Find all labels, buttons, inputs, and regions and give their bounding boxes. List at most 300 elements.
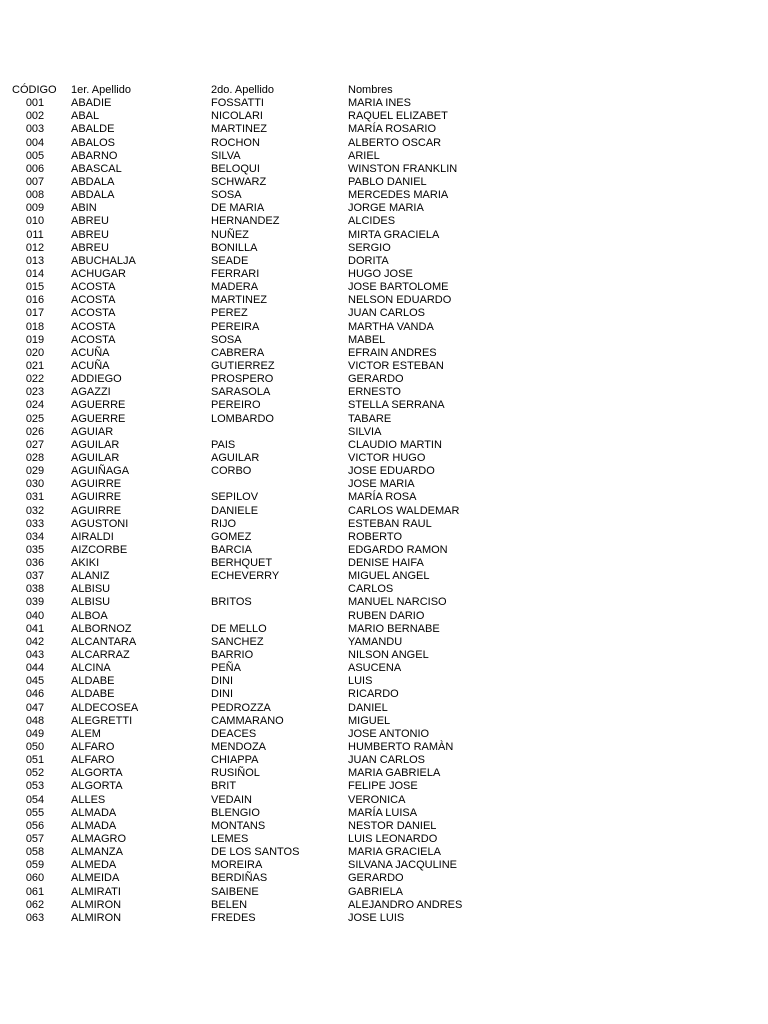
cell-apellido1: ALCINA <box>71 662 111 675</box>
cell-apellido2: ROCHON <box>211 136 260 149</box>
table-row <box>0 465 768 478</box>
cell-code: 002 <box>25 110 45 123</box>
table-row <box>0 702 768 715</box>
cell-nombres: JOSE MARIA <box>348 478 415 491</box>
cell-apellido1: ABUCHALJA <box>71 254 136 267</box>
cell-code: 020 <box>25 346 45 359</box>
cell-code: 043 <box>25 649 45 662</box>
cell-code: 053 <box>25 780 45 793</box>
cell-nombres: ALCIDES <box>348 215 396 228</box>
cell-apellido2: BERHQUET <box>211 557 273 570</box>
cell-nombres: MARTHA VANDA <box>348 320 434 333</box>
table-row <box>0 610 768 623</box>
cell-code: 044 <box>25 662 45 675</box>
cell-apellido1: AGUILAR <box>71 438 120 451</box>
cell-apellido2: BRITOS <box>211 596 252 609</box>
cell-nombres: JOSE BARTOLOME <box>348 281 449 294</box>
cell-apellido2: NUÑEZ <box>211 228 249 241</box>
cell-code: 056 <box>25 819 45 832</box>
table-row <box>0 531 768 544</box>
cell-nombres: LUIS LEONARDO <box>348 833 438 846</box>
cell-code: 033 <box>25 517 45 530</box>
cell-apellido2: NICOLARI <box>211 110 263 123</box>
cell-code: 012 <box>25 241 45 254</box>
cell-apellido1: ALMAGRO <box>71 833 127 846</box>
cell-apellido1: AIZCORBE <box>71 543 128 556</box>
cell-apellido1: AKIKI <box>71 557 100 570</box>
table-row <box>0 399 768 412</box>
table-row <box>0 675 768 688</box>
cell-code: 017 <box>25 307 45 320</box>
column-header-apellido1: 1er. Apellido <box>71 84 131 96</box>
cell-nombres: DENISE HAIFA <box>348 557 424 570</box>
table-row <box>0 846 768 859</box>
cell-apellido1: AGUIRRE <box>71 504 122 517</box>
cell-nombres: ERNESTO <box>348 386 401 399</box>
cell-apellido1: ACOSTA <box>71 294 116 307</box>
cell-apellido2: BERDIÑAS <box>211 872 268 885</box>
cell-apellido1: ALDABE <box>71 675 115 688</box>
cell-apellido1: ALEGRETTI <box>71 714 133 727</box>
table-row <box>0 636 768 649</box>
cell-code: 008 <box>25 189 45 202</box>
cell-nombres: VERONICA <box>348 793 406 806</box>
cell-apellido1: ALCANTARA <box>71 635 137 648</box>
cell-code: 016 <box>25 294 45 307</box>
cell-code: 050 <box>25 741 45 754</box>
cell-code: 029 <box>25 465 45 478</box>
cell-apellido1: ABREU <box>71 228 109 241</box>
cell-apellido2: LEMES <box>211 833 249 846</box>
cell-apellido1: ABREU <box>71 241 109 254</box>
cell-nombres: RUBEN DARIO <box>348 609 425 622</box>
cell-apellido1: ABADIE <box>71 97 112 110</box>
table-row <box>0 189 768 202</box>
table-row <box>0 215 768 228</box>
cell-apellido2: CORBO <box>211 465 252 478</box>
cell-apellido2: FERRARI <box>211 267 260 280</box>
cell-nombres: JOSE EDUARDO <box>348 465 435 478</box>
cell-apellido2: BARCIA <box>211 543 252 556</box>
cell-apellido2: PEDROZZA <box>211 701 271 714</box>
table-row <box>0 715 768 728</box>
cell-code: 031 <box>25 491 45 504</box>
cell-nombres: ALBERTO OSCAR <box>348 136 442 149</box>
table-row <box>0 780 768 793</box>
cell-code: 010 <box>25 215 45 228</box>
cell-nombres: RICARDO <box>348 688 399 701</box>
table-row <box>0 872 768 885</box>
cell-nombres: MARÍA ROSA <box>348 491 417 504</box>
cell-code: 054 <box>25 793 45 806</box>
cell-code: 042 <box>25 635 45 648</box>
table-row <box>0 767 768 780</box>
cell-apellido1: ALBISU <box>71 583 111 596</box>
cell-nombres: ESTEBAN RAUL <box>348 517 432 530</box>
cell-apellido2: RUSIÑOL <box>211 767 260 780</box>
cell-apellido2: SEPILOV <box>211 491 259 504</box>
names-table <box>0 84 768 925</box>
table-row <box>0 478 768 491</box>
cell-apellido2: CAMMARANO <box>211 714 284 727</box>
cell-apellido1: AGUIRRE <box>71 491 122 504</box>
column-header-apellido2: 2do. Apellido <box>211 84 274 96</box>
cell-nombres: HUGO JOSE <box>348 267 413 280</box>
table-row <box>0 439 768 452</box>
cell-apellido1: AGUIÑAGA <box>71 465 130 478</box>
cell-apellido1: ABARNO <box>71 149 118 162</box>
table-row <box>0 242 768 255</box>
cell-code: 005 <box>25 149 45 162</box>
cell-nombres: NELSON EDUARDO <box>348 294 452 307</box>
cell-apellido2: FREDES <box>211 911 256 924</box>
cell-apellido1: ALDECOSEA <box>71 701 139 714</box>
cell-code: 041 <box>25 622 45 635</box>
cell-apellido2: LOMBARDO <box>211 412 274 425</box>
table-row <box>0 491 768 504</box>
table-row <box>0 623 768 636</box>
cell-apellido1: ABALDE <box>71 123 115 136</box>
cell-code: 034 <box>25 530 45 543</box>
cell-apellido2: DINI <box>211 688 233 701</box>
cell-code: 046 <box>25 688 45 701</box>
cell-code: 049 <box>25 727 45 740</box>
cell-code: 055 <box>25 806 45 819</box>
table-row <box>0 807 768 820</box>
cell-apellido2: DEACES <box>211 727 257 740</box>
cell-nombres: LUIS <box>348 675 373 688</box>
cell-nombres: MIRTA GRACIELA <box>348 228 440 241</box>
cell-nombres: MARIO BERNABE <box>348 622 440 635</box>
table-row <box>0 688 768 701</box>
table-row <box>0 741 768 754</box>
cell-code: 013 <box>25 254 45 267</box>
cell-nombres: MERCEDES MARIA <box>348 189 449 202</box>
cell-code: 023 <box>25 386 45 399</box>
cell-apellido1: AGUILAR <box>71 451 120 464</box>
cell-apellido2: GUTIERREZ <box>211 359 275 372</box>
cell-nombres: GABRIELA <box>348 885 404 898</box>
table-row <box>0 820 768 833</box>
cell-code: 015 <box>25 281 45 294</box>
cell-nombres: MANUEL NARCISO <box>348 596 447 609</box>
cell-apellido1: ALEM <box>71 727 101 740</box>
cell-apellido2: MARTINEZ <box>211 123 268 136</box>
cell-nombres: CARLOS WALDEMAR <box>348 504 460 517</box>
cell-nombres: STELLA SERRANA <box>348 399 445 412</box>
cell-code: 007 <box>25 175 45 188</box>
table-row <box>0 281 768 294</box>
cell-apellido1: ALGORTA <box>71 767 123 780</box>
cell-apellido2: BLENGIO <box>211 806 260 819</box>
cell-nombres: MARIA INES <box>348 97 411 110</box>
cell-apellido2: CHIAPPA <box>211 754 259 767</box>
cell-apellido2: MOREIRA <box>211 859 263 872</box>
cell-code: 032 <box>25 504 45 517</box>
table-row <box>0 754 768 767</box>
cell-apellido1: ABDALA <box>71 175 115 188</box>
table-row <box>0 596 768 609</box>
cell-nombres: DORITA <box>348 254 389 267</box>
cell-code: 001 <box>25 97 45 110</box>
table-row <box>0 886 768 899</box>
cell-apellido1: AIRALDI <box>71 530 114 543</box>
cell-apellido1: AGUERRE <box>71 412 126 425</box>
cell-apellido1: ABREU <box>71 215 109 228</box>
cell-apellido2: SANCHEZ <box>211 635 264 648</box>
table-row <box>0 347 768 360</box>
cell-code: 018 <box>25 320 45 333</box>
table-row <box>0 110 768 123</box>
cell-code: 037 <box>25 570 45 583</box>
cell-nombres: ASUCENA <box>348 662 402 675</box>
cell-apellido1: ACOSTA <box>71 320 116 333</box>
cell-code: 047 <box>25 701 45 714</box>
cell-apellido2: SILVA <box>211 149 241 162</box>
cell-nombres: SILVIA <box>348 425 382 438</box>
cell-nombres: MARÍA LUISA <box>348 806 418 819</box>
table-row <box>0 150 768 163</box>
table-row <box>0 662 768 675</box>
table-row <box>0 373 768 386</box>
table-row <box>0 833 768 846</box>
cell-apellido2: HERNANDEZ <box>211 215 280 228</box>
table-row <box>0 307 768 320</box>
cell-code: 027 <box>25 438 45 451</box>
cell-nombres: WINSTON FRANKLIN <box>348 162 458 175</box>
cell-nombres: EFRAIN ANDRES <box>348 346 437 359</box>
cell-code: 009 <box>25 202 45 215</box>
cell-nombres: TABARE <box>348 412 392 425</box>
table-row <box>0 268 768 281</box>
cell-nombres: MABEL <box>348 333 386 346</box>
cell-apellido2: PROSPERO <box>211 373 274 386</box>
table-header <box>0 84 768 97</box>
table-row <box>0 649 768 662</box>
cell-nombres: DANIEL <box>348 701 388 714</box>
cell-apellido1: ACUÑA <box>71 346 110 359</box>
cell-code: 051 <box>25 754 45 767</box>
cell-nombres: MARIA GABRIELA <box>348 767 441 780</box>
cell-apellido2: MADERA <box>211 281 259 294</box>
cell-apellido2: RIJO <box>211 517 237 530</box>
cell-nombres: VICTOR HUGO <box>348 451 426 464</box>
cell-nombres: CLAUDIO MARTIN <box>348 438 442 451</box>
table-row <box>0 912 768 925</box>
cell-apellido2: PEÑA <box>211 662 241 675</box>
cell-nombres: GERARDO <box>348 872 404 885</box>
cell-code: 021 <box>25 359 45 372</box>
cell-apellido1: AGUIAR <box>71 425 114 438</box>
cell-nombres: MIGUEL ANGEL <box>348 570 430 583</box>
cell-apellido1: ABALOS <box>71 136 116 149</box>
cell-apellido1: ALFARO <box>71 741 115 754</box>
table-row <box>0 557 768 570</box>
table-row <box>0 570 768 583</box>
cell-apellido1: ALMEDA <box>71 859 117 872</box>
cell-apellido1: ALBORNOZ <box>71 622 132 635</box>
cell-apellido1: ALMIRON <box>71 898 122 911</box>
cell-apellido2: MONTANS <box>211 819 266 832</box>
cell-apellido1: ALMADA <box>71 819 117 832</box>
column-header-nombres: Nombres <box>348 84 393 96</box>
cell-apellido1: ALMIRATI <box>71 885 121 898</box>
cell-apellido1: ALCARRAZ <box>71 649 130 662</box>
cell-nombres: NESTOR DANIEL <box>348 819 437 832</box>
cell-nombres: JOSE LUIS <box>348 911 405 924</box>
cell-apellido1: ALMEIDA <box>71 872 120 885</box>
cell-code: 040 <box>25 609 45 622</box>
cell-apellido1: AGAZZI <box>71 386 111 399</box>
table-row <box>0 294 768 307</box>
table-row <box>0 899 768 912</box>
cell-apellido2: SEADE <box>211 254 249 267</box>
table-row <box>0 97 768 110</box>
cell-apellido2: SAIBENE <box>211 885 259 898</box>
table-row <box>0 123 768 136</box>
cell-apellido2: GOMEZ <box>211 530 252 543</box>
cell-apellido2: DINI <box>211 675 233 688</box>
cell-code: 038 <box>25 583 45 596</box>
cell-nombres: YAMANDU <box>348 635 403 648</box>
table-row <box>0 163 768 176</box>
cell-code: 022 <box>25 373 45 386</box>
cell-code: 035 <box>25 543 45 556</box>
cell-apellido1: ACOSTA <box>71 307 116 320</box>
cell-nombres: MARIA GRACIELA <box>348 846 441 859</box>
cell-apellido1: ALLES <box>71 793 106 806</box>
cell-nombres: RAQUEL ELIZABET <box>348 110 448 123</box>
table-row <box>0 426 768 439</box>
cell-apellido2: PEREIRA <box>211 320 260 333</box>
cell-apellido2: MENDOZA <box>211 741 266 754</box>
cell-apellido1: AGUERRE <box>71 399 126 412</box>
cell-code: 058 <box>25 846 45 859</box>
cell-apellido1: ACUÑA <box>71 359 110 372</box>
table-row <box>0 452 768 465</box>
cell-apellido2: SOSA <box>211 333 242 346</box>
cell-apellido1: ALDABE <box>71 688 115 701</box>
cell-code: 062 <box>25 898 45 911</box>
cell-apellido2: DE MARIA <box>211 202 265 215</box>
cell-code: 048 <box>25 714 45 727</box>
table-row <box>0 321 768 334</box>
cell-apellido1: ABAL <box>71 110 100 123</box>
cell-nombres: CARLOS <box>348 583 394 596</box>
cell-apellido2: CABRERA <box>211 346 265 359</box>
cell-nombres: VICTOR ESTEBAN <box>348 359 444 372</box>
table-row <box>0 255 768 268</box>
cell-apellido1: ABIN <box>71 202 97 215</box>
cell-apellido1: ACOSTA <box>71 333 116 346</box>
cell-apellido1: ABDALA <box>71 189 115 202</box>
table-row <box>0 176 768 189</box>
cell-apellido2: SCHWARZ <box>211 175 267 188</box>
cell-nombres: SERGIO <box>348 241 391 254</box>
cell-code: 006 <box>25 162 45 175</box>
cell-code: 052 <box>25 767 45 780</box>
cell-apellido2: DE LOS SANTOS <box>211 846 300 859</box>
cell-apellido1: ALBISU <box>71 596 111 609</box>
cell-code: 036 <box>25 557 45 570</box>
cell-nombres: NILSON ANGEL <box>348 649 429 662</box>
cell-apellido2: ECHEVERRY <box>211 570 280 583</box>
cell-code: 019 <box>25 333 45 346</box>
cell-apellido2: MARTINEZ <box>211 294 268 307</box>
cell-apellido2: DE MELLO <box>211 622 267 635</box>
cell-apellido2: VEDAIN <box>211 793 252 806</box>
cell-apellido2: SARASOLA <box>211 386 271 399</box>
cell-nombres: ROBERTO <box>348 530 402 543</box>
cell-nombres: MARÍA ROSARIO <box>348 123 437 136</box>
cell-apellido1: ALFARO <box>71 754 115 767</box>
cell-apellido1: ALMANZA <box>71 846 123 859</box>
table-row <box>0 544 768 557</box>
cell-nombres: JUAN CARLOS <box>348 307 426 320</box>
cell-nombres: HUMBERTO RAMÀN <box>348 741 454 754</box>
table-row <box>0 583 768 596</box>
cell-nombres: EDGARDO RAMON <box>348 543 448 556</box>
cell-apellido1: ADDIEGO <box>71 373 122 386</box>
cell-apellido1: ALBOA <box>71 609 108 622</box>
cell-nombres: JORGE MARIA <box>348 202 424 215</box>
table-row <box>0 859 768 872</box>
cell-nombres: MIGUEL <box>348 714 391 727</box>
cell-code: 025 <box>25 412 45 425</box>
cell-apellido2: BONILLA <box>211 241 258 254</box>
cell-apellido1: ALMIRON <box>71 911 122 924</box>
cell-apellido1: ALMADA <box>71 806 117 819</box>
cell-apellido2: BELOQUI <box>211 162 260 175</box>
cell-code: 024 <box>25 399 45 412</box>
cell-apellido1: AGUIRRE <box>71 478 122 491</box>
cell-apellido2: BELEN <box>211 898 248 911</box>
table-row <box>0 202 768 215</box>
cell-apellido1: ALANIZ <box>71 570 110 583</box>
cell-apellido2: SOSA <box>211 189 242 202</box>
cell-code: 063 <box>25 911 45 924</box>
cell-code: 045 <box>25 675 45 688</box>
cell-apellido2: DANIELE <box>211 504 259 517</box>
cell-apellido1: ABASCAL <box>71 162 122 175</box>
cell-code: 030 <box>25 478 45 491</box>
cell-code: 039 <box>25 596 45 609</box>
cell-apellido1: AGUSTONI <box>71 517 129 530</box>
cell-code: 003 <box>25 123 45 136</box>
cell-apellido1: ACHUGAR <box>71 267 127 280</box>
cell-code: 028 <box>25 451 45 464</box>
cell-nombres: SILVANA JACQULINE <box>348 859 458 872</box>
table-body <box>0 97 768 925</box>
cell-nombres: JUAN CARLOS <box>348 754 426 767</box>
cell-code: 059 <box>25 859 45 872</box>
table-row <box>0 334 768 347</box>
cell-code: 061 <box>25 885 45 898</box>
cell-apellido2: BRIT <box>211 780 237 793</box>
cell-apellido2: PAIS <box>211 438 236 451</box>
cell-code: 004 <box>25 136 45 149</box>
cell-code: 014 <box>25 267 45 280</box>
table-row <box>0 794 768 807</box>
cell-nombres: JOSE ANTONIO <box>348 727 430 740</box>
table-row <box>0 360 768 373</box>
cell-code: 057 <box>25 833 45 846</box>
cell-apellido1: ALGORTA <box>71 780 123 793</box>
table-row <box>0 505 768 518</box>
cell-apellido2: PEREZ <box>211 307 248 320</box>
cell-nombres: PABLO DANIEL <box>348 175 427 188</box>
table-row <box>0 518 768 531</box>
